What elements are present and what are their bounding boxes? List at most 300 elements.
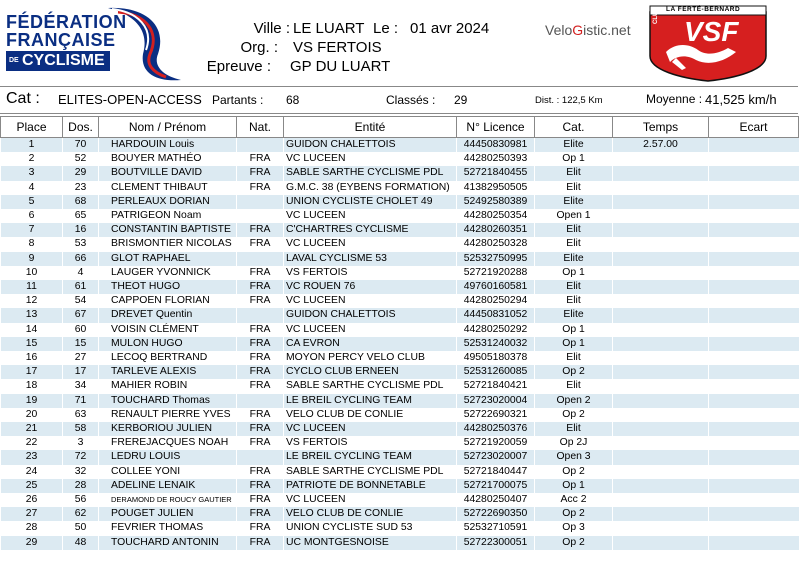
cell-nationalite: FRA [237, 408, 284, 422]
cell-place: 3 [1, 166, 63, 180]
cell-licence: 44280250376 [457, 422, 535, 436]
cell-ecart [709, 379, 799, 393]
cell-categorie: Elite [535, 252, 613, 266]
cell-licence: 44450831052 [457, 308, 535, 322]
category-bar [0, 86, 798, 114]
cell-entite: LAVAL CYCLISME 53 [284, 252, 457, 266]
date-value: 01 avr 2024 [410, 20, 490, 37]
cell-nom-prenom: CLEMENT THIBAUT [99, 181, 237, 195]
cell-categorie: Elit [535, 294, 613, 308]
cell-entite: VC LUCEEN [284, 323, 457, 337]
cell-nom-prenom: TARLEVE ALEXIS [99, 365, 237, 379]
cell-temps [613, 337, 709, 351]
cell-nationalite: FRA [237, 237, 284, 251]
cell-categorie: Op 1 [535, 337, 613, 351]
cell-ecart [709, 422, 799, 436]
cell-ecart [709, 138, 799, 153]
cell-licence: 52531260085 [457, 365, 535, 379]
col-header-place: Place [1, 117, 63, 138]
cell-dossard: 15 [63, 337, 99, 351]
col-header-categorie: Cat. [535, 117, 613, 138]
cell-temps [613, 365, 709, 379]
cell-entite: SABLE SARTHE CYCLISME PDL [284, 379, 457, 393]
cell-place: 2 [1, 152, 63, 166]
cell-nom-prenom: MULON HUGO [99, 337, 237, 351]
cell-temps [613, 521, 709, 535]
cell-entite: GUIDON CHALETTOIS [284, 138, 457, 153]
cell-categorie: Elite [535, 308, 613, 322]
cell-dossard: 54 [63, 294, 99, 308]
cell-nationalite: FRA [237, 521, 284, 535]
cell-licence: 52721920288 [457, 266, 535, 280]
cell-dossard: 60 [63, 323, 99, 337]
cell-place: 11 [1, 280, 63, 294]
table-row [1, 365, 799, 379]
cell-nom-prenom: FREREJACQUES NOAH [99, 436, 237, 450]
cell-dossard: 61 [63, 280, 99, 294]
cell-licence: 52722690321 [457, 408, 535, 422]
cell-temps [613, 280, 709, 294]
cell-categorie: Op 2 [535, 408, 613, 422]
cell-place: 1 [1, 138, 63, 153]
cell-place: 19 [1, 394, 63, 408]
cell-entite: PATRIOTE DE BONNETABLE [284, 479, 457, 493]
cell-temps [613, 223, 709, 237]
cell-nom-prenom: LAUGER YVONNICK [99, 266, 237, 280]
cell-place: 7 [1, 223, 63, 237]
cell-place: 9 [1, 252, 63, 266]
ville-value: LE LUART [293, 20, 365, 37]
cell-nationalite: FRA [237, 436, 284, 450]
ffc-cyclisme: CYCLISME [22, 52, 105, 69]
cell-ecart [709, 294, 799, 308]
cell-licence: 44280250393 [457, 152, 535, 166]
table-row [1, 237, 799, 251]
cell-entite: VELO CLUB DE CONLIE [284, 507, 457, 521]
cell-ecart [709, 195, 799, 209]
table-row [1, 138, 799, 153]
cell-nom-prenom: ADELINE LENAIK [99, 479, 237, 493]
cell-entite: LE BREIL CYCLING TEAM [284, 394, 457, 408]
cell-place: 13 [1, 308, 63, 322]
table-row [1, 337, 799, 351]
cell-licence: 52721700075 [457, 479, 535, 493]
cell-nationalite: FRA [237, 152, 284, 166]
table-row [1, 280, 799, 294]
cell-ecart [709, 308, 799, 322]
cell-temps [613, 166, 709, 180]
cell-dossard: 28 [63, 479, 99, 493]
cell-entite: SABLE SARTHE CYCLISME PDL [284, 166, 457, 180]
table-row [1, 507, 799, 521]
cell-dossard: 32 [63, 465, 99, 479]
table-row [1, 294, 799, 308]
cell-dossard: 72 [63, 450, 99, 464]
cell-dossard: 16 [63, 223, 99, 237]
cell-categorie: Elit [535, 280, 613, 294]
cell-place: 16 [1, 351, 63, 365]
table-row [1, 266, 799, 280]
vsf-club-text: CLUB [653, 7, 659, 24]
cell-licence: 44280250407 [457, 493, 535, 507]
cell-place: 14 [1, 323, 63, 337]
cell-place: 28 [1, 521, 63, 535]
cell-ecart [709, 166, 799, 180]
cell-nationalite [237, 394, 284, 408]
cell-place: 27 [1, 507, 63, 521]
cell-entite: VELO CLUB DE CONLIE [284, 408, 457, 422]
cell-categorie: Elit [535, 379, 613, 393]
epreuve-label: Epreuve : [206, 58, 271, 75]
cell-dossard: 63 [63, 408, 99, 422]
cell-entite: VS FERTOIS [284, 266, 457, 280]
cell-dossard: 68 [63, 195, 99, 209]
cell-ecart [709, 152, 799, 166]
cell-licence: 44280260351 [457, 223, 535, 237]
cell-place: 18 [1, 379, 63, 393]
cell-nom-prenom: THEOT HUGO [99, 280, 237, 294]
ffc-de: DE [9, 57, 19, 64]
vsf-logo [646, 4, 770, 82]
cell-entite: SABLE SARTHE CYCLISME PDL [284, 465, 457, 479]
ffc-badge [6, 51, 110, 71]
cell-nationalite [237, 252, 284, 266]
cell-nationalite [237, 308, 284, 322]
table-row [1, 465, 799, 479]
cell-licence: 52723020007 [457, 450, 535, 464]
cell-dossard: 56 [63, 493, 99, 507]
cell-dossard: 67 [63, 308, 99, 322]
cell-temps [613, 479, 709, 493]
cell-categorie: Op 2 [535, 507, 613, 521]
cell-entite: G.M.C. 38 (EYBENS FORMATION) [284, 181, 457, 195]
cell-ecart [709, 351, 799, 365]
cell-temps: 2.57.00 [613, 138, 709, 153]
cell-dossard: 34 [63, 379, 99, 393]
cell-ecart [709, 436, 799, 450]
cell-dossard: 66 [63, 252, 99, 266]
cell-dossard: 17 [63, 365, 99, 379]
cell-nom-prenom: TOUCHARD Thomas [99, 394, 237, 408]
cell-temps [613, 308, 709, 322]
cell-place: 4 [1, 181, 63, 195]
table-row [1, 521, 799, 535]
cell-nom-prenom: BOUTVILLE DAVID [99, 166, 237, 180]
cell-temps [613, 450, 709, 464]
cell-entite: VC LUCEEN [284, 493, 457, 507]
ffc-line2: FRANÇAISE [6, 30, 116, 50]
cell-nom-prenom: PATRIGEON Noam [99, 209, 237, 223]
cell-nom-prenom: CONSTANTIN BAPTISTE [99, 223, 237, 237]
results-table [0, 116, 799, 550]
cell-nom-prenom: HARDOUIN Louis [99, 138, 237, 153]
table-row [1, 450, 799, 464]
cell-categorie: Open 1 [535, 209, 613, 223]
cell-licence: 44280250292 [457, 323, 535, 337]
cell-entite: GUIDON CHALETTOIS [284, 308, 457, 322]
cell-nationalite: FRA [237, 351, 284, 365]
table-row [1, 308, 799, 322]
cell-entite: VC LUCEEN [284, 209, 457, 223]
cell-licence: 52723020004 [457, 394, 535, 408]
cell-entite: CA EVRON [284, 337, 457, 351]
cell-nationalite: FRA [237, 365, 284, 379]
cell-nationalite [237, 195, 284, 209]
cell-licence: 52722300051 [457, 536, 535, 550]
cell-dossard: 4 [63, 266, 99, 280]
cell-dossard: 53 [63, 237, 99, 251]
cell-temps [613, 237, 709, 251]
cell-categorie: Elit [535, 351, 613, 365]
col-header-dossard: Dos. [63, 117, 99, 138]
cell-licence: 41382950505 [457, 181, 535, 195]
cell-licence: 49760160581 [457, 280, 535, 294]
cell-entite: UNION CYCLISTE CHOLET 49 [284, 195, 457, 209]
cell-temps [613, 536, 709, 550]
cell-temps [613, 394, 709, 408]
cell-temps [613, 266, 709, 280]
cell-temps [613, 379, 709, 393]
cell-nationalite: FRA [237, 507, 284, 521]
cell-ecart [709, 479, 799, 493]
col-header-licence: N° Licence [457, 117, 535, 138]
cell-ecart [709, 252, 799, 266]
cell-nom-prenom: BOUYER MATHÉO [99, 152, 237, 166]
cell-place: 5 [1, 195, 63, 209]
cell-licence: 44450830981 [457, 138, 535, 153]
table-row [1, 252, 799, 266]
cell-dossard: 65 [63, 209, 99, 223]
cell-nationalite: FRA [237, 536, 284, 550]
cell-licence: 44280250354 [457, 209, 535, 223]
table-row [1, 323, 799, 337]
cell-ecart [709, 266, 799, 280]
table-row [1, 152, 799, 166]
cell-ecart [709, 493, 799, 507]
cell-licence: 44280250294 [457, 294, 535, 308]
cell-entite: VC LUCEEN [284, 294, 457, 308]
results-body [1, 138, 799, 550]
cell-categorie: Op 2 [535, 465, 613, 479]
vsf-arc-text: LA FERTÉ-BERNARD [666, 6, 741, 13]
table-row [1, 195, 799, 209]
cell-place: 20 [1, 408, 63, 422]
cell-entite: VS FERTOIS [284, 436, 457, 450]
cell-categorie: Elit [535, 237, 613, 251]
cell-dossard: 3 [63, 436, 99, 450]
table-header-row [1, 117, 799, 138]
cell-ecart [709, 465, 799, 479]
cat-label: Cat : [6, 90, 40, 107]
cell-nom-prenom: DERAMOND DE ROUCY GAUTIER [99, 493, 237, 507]
cell-nom-prenom: DREVET Quentin [99, 308, 237, 322]
cell-categorie: Op 2 [535, 365, 613, 379]
cell-ecart [709, 408, 799, 422]
cell-temps [613, 436, 709, 450]
col-header-entite: Entité [284, 117, 457, 138]
cell-temps [613, 465, 709, 479]
cell-nationalite: FRA [237, 166, 284, 180]
cell-temps [613, 195, 709, 209]
table-row [1, 536, 799, 550]
cell-categorie: Op 2 [535, 536, 613, 550]
cell-nom-prenom: TOUCHARD ANTONIN [99, 536, 237, 550]
cell-dossard: 58 [63, 422, 99, 436]
cell-temps [613, 422, 709, 436]
cell-temps [613, 181, 709, 195]
table-row [1, 408, 799, 422]
cell-categorie: Op 1 [535, 266, 613, 280]
cell-entite: LE BREIL CYCLING TEAM [284, 450, 457, 464]
cell-ecart [709, 450, 799, 464]
cat-value: ELITES-OPEN-ACCESS [58, 92, 202, 107]
cell-nationalite [237, 138, 284, 153]
col-header-nom-prenom: Nom / Prénom [99, 117, 237, 138]
cell-nationalite: FRA [237, 323, 284, 337]
col-header-temps: Temps [613, 117, 709, 138]
table-row [1, 351, 799, 365]
ffc-line1: FÉDÉRATION [6, 12, 127, 32]
cell-entite: CYCLO CLUB ERNEEN [284, 365, 457, 379]
table-row [1, 209, 799, 223]
cell-entite: VC LUCEEN [284, 422, 457, 436]
cell-nom-prenom: PERLEAUX DORIAN [99, 195, 237, 209]
cell-categorie: Elit [535, 422, 613, 436]
classes-value: 29 [454, 93, 468, 107]
cell-nom-prenom: RENAULT PIERRE YVES [99, 408, 237, 422]
cell-ecart [709, 394, 799, 408]
cell-licence: 44280250328 [457, 237, 535, 251]
cell-place: 10 [1, 266, 63, 280]
cell-place: 8 [1, 237, 63, 251]
cell-categorie: Acc 2 [535, 493, 613, 507]
cell-entite: UC MONTGESNOISE [284, 536, 457, 550]
cell-place: 22 [1, 436, 63, 450]
date-label: Le : [373, 20, 399, 37]
table-row [1, 379, 799, 393]
cell-nom-prenom: POUGET JULIEN [99, 507, 237, 521]
cell-nom-prenom: COLLEE YONI [99, 465, 237, 479]
cell-place: 25 [1, 479, 63, 493]
cell-licence: 52722690350 [457, 507, 535, 521]
cell-categorie: Elit [535, 223, 613, 237]
cell-place: 24 [1, 465, 63, 479]
cell-place: 6 [1, 209, 63, 223]
cell-dossard: 62 [63, 507, 99, 521]
org-label: Org. : [240, 39, 278, 56]
cell-place: 29 [1, 536, 63, 550]
cell-place: 15 [1, 337, 63, 351]
cell-nationalite: FRA [237, 465, 284, 479]
site-credit: VeloGistic.net [545, 22, 631, 38]
cell-ecart [709, 521, 799, 535]
cell-categorie: Open 2 [535, 394, 613, 408]
cell-categorie: Op 2J [535, 436, 613, 450]
table-row [1, 422, 799, 436]
cell-categorie: Open 3 [535, 450, 613, 464]
cell-licence: 49505180378 [457, 351, 535, 365]
table-row [1, 223, 799, 237]
cell-categorie: Op 1 [535, 479, 613, 493]
moyenne-label: Moyenne : [646, 92, 703, 106]
cell-temps [613, 152, 709, 166]
cell-licence: 52721840455 [457, 166, 535, 180]
cell-temps [613, 408, 709, 422]
cell-nom-prenom: CAPPOEN FLORIAN [99, 294, 237, 308]
cell-place: 12 [1, 294, 63, 308]
distance: Dist. : 122,5 Km [535, 95, 603, 106]
cell-entite: UNION CYCLISTE SUD 53 [284, 521, 457, 535]
table-row [1, 181, 799, 195]
cell-entite: VC ROUEN 76 [284, 280, 457, 294]
cell-nationalite: FRA [237, 422, 284, 436]
cell-nationalite: FRA [237, 181, 284, 195]
cell-entite: C'CHARTRES CYCLISME [284, 223, 457, 237]
cell-nom-prenom: LECOQ BERTRAND [99, 351, 237, 365]
cell-temps [613, 209, 709, 223]
table-row [1, 493, 799, 507]
cell-dossard: 27 [63, 351, 99, 365]
cell-temps [613, 351, 709, 365]
cell-nationalite: FRA [237, 223, 284, 237]
cell-entite: VC LUCEEN [284, 152, 457, 166]
cell-dossard: 23 [63, 181, 99, 195]
cell-categorie: Op 3 [535, 521, 613, 535]
cell-ecart [709, 365, 799, 379]
cell-licence: 52721840421 [457, 379, 535, 393]
cell-categorie: Op 1 [535, 152, 613, 166]
cell-temps [613, 294, 709, 308]
cell-ecart [709, 181, 799, 195]
cell-licence: 52531240032 [457, 337, 535, 351]
cell-categorie: Elit [535, 181, 613, 195]
cell-place: 23 [1, 450, 63, 464]
partants-value: 68 [286, 93, 300, 107]
cell-categorie: Op 1 [535, 323, 613, 337]
col-header-nationalite: Nat. [237, 117, 284, 138]
cell-ecart [709, 223, 799, 237]
cell-temps [613, 493, 709, 507]
cell-temps [613, 252, 709, 266]
cell-licence: 52532710591 [457, 521, 535, 535]
cell-dossard: 50 [63, 521, 99, 535]
cell-place: 17 [1, 365, 63, 379]
cell-ecart [709, 507, 799, 521]
cell-place: 21 [1, 422, 63, 436]
ville-label: Ville : [253, 20, 290, 37]
cell-ecart [709, 337, 799, 351]
cell-entite: VC LUCEEN [284, 237, 457, 251]
cell-licence: 52532750995 [457, 252, 535, 266]
cell-nationalite [237, 450, 284, 464]
cell-nationalite: FRA [237, 294, 284, 308]
table-row [1, 479, 799, 493]
vsf-text: VSF [684, 16, 739, 47]
cell-nom-prenom: KERBORIOU JULIEN [99, 422, 237, 436]
cell-nationalite: FRA [237, 493, 284, 507]
cell-ecart [709, 280, 799, 294]
classes-label: Classés : [386, 93, 436, 107]
cell-temps [613, 507, 709, 521]
cell-nom-prenom: VOISIN CLÉMENT [99, 323, 237, 337]
cell-ecart [709, 536, 799, 550]
cell-dossard: 70 [63, 138, 99, 153]
cell-licence: 52721920059 [457, 436, 535, 450]
cell-nationalite: FRA [237, 280, 284, 294]
epreuve-value: GP DU LUART [290, 58, 391, 75]
cell-temps [613, 323, 709, 337]
cell-categorie: Elit [535, 166, 613, 180]
